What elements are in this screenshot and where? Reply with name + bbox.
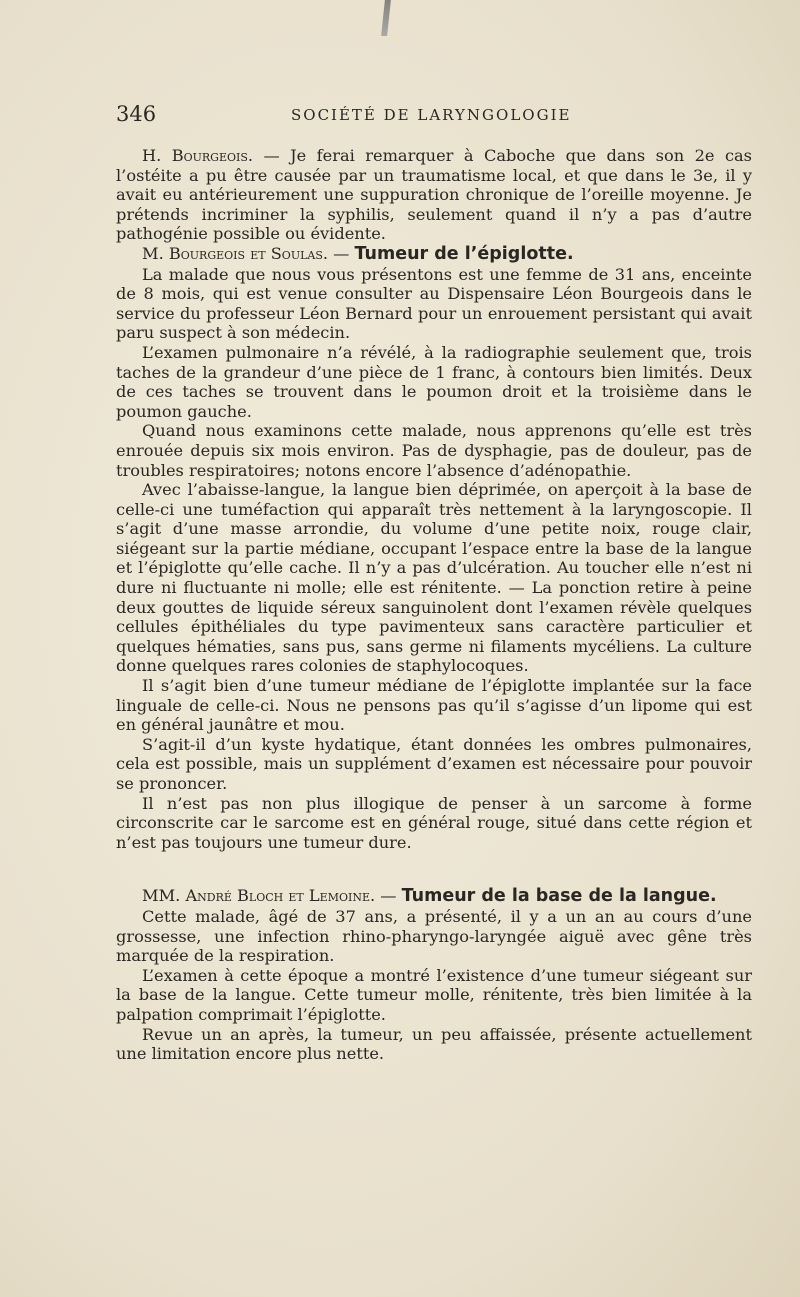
page-number: 346 <box>116 102 157 126</box>
paragraph-text: — Je ferai remarquer à Caboche que dans son 2e cas l’ostéite a pu être causée par un traumatisme local, et que dans le 3e, il y avait eu antérieurement une suppuration chronique de l’oreille moyenne. Je prétends incriminer la syphilis, seulement quand il n’y a pas d’autre pathogénie possible ou évidente. <box>116 146 752 244</box>
article-body <box>116 146 752 1064</box>
authors: MM. André Bloch et Lemoine. — <box>142 886 397 906</box>
section-heading <box>116 886 752 907</box>
paragraph-bourgeois-remark <box>116 146 752 244</box>
authors: M. Bourgeois et Soulas. — <box>142 243 350 263</box>
paragraph: L’examen à cette époque a montré l’existence d’une tumeur siégeant sur la base de la langue. Cette tumeur molle, rénitente, très bien limitée à la palpation comprimait l’épiglotte. <box>116 965 752 1024</box>
paragraph: Cette malade, âgé de 37 ans, a présenté, il y a un an au cours d’une grossesse, une infection rhino-pharyngo-laryngée aiguë avec gêne très marquée de la respiration. <box>116 906 752 966</box>
page-header <box>116 102 752 128</box>
section-title: Tumeur de l’épiglotte. <box>354 243 574 264</box>
paragraph: L’examen pulmonaire n’a révélé, à la radiographie seulement que, trois taches de la grandeur d’une pièce de 1 franc, à contours bien limités. Deux de ces taches se trouvent dans le poumon droit et la troisième dans le poumon gauche. <box>116 342 752 421</box>
ink-mark <box>381 0 391 36</box>
running-head: SOCIÉTÉ DE LARYNGOLOGIE <box>291 106 572 124</box>
paragraph: Quand nous examinons cette malade, nous apprenons qu’elle est très enrouée depuis six mois environ. Pas de dysphagie, pas de douleur, pas de troubles respiratoires; notons encore l’absence d’adénopathie. <box>116 421 752 480</box>
paragraph: S’agit-il d’un kyste hydatique, étant données les ombres pulmonaires, cela est possible, mais un supplément d’examen est nécessaire pour pouvoir se prononcer. <box>116 734 752 793</box>
paragraph: Revue un an après, la tumeur, un peu affaissée, présente actuellement une limitation encore plus nette. <box>116 1024 752 1064</box>
paragraph: Avec l’abaisse-langue, la langue bien déprimée, on aperçoit à la base de celle-ci une tuméfaction qui apparaît très nettement à la laryngoscopie. Il s’agit d’une masse arrondie, du volume d’une petite noix, rouge clair, siégeant sur la partie médiane, occupant l’espace entre la base de la langue et l’épiglotte qu’elle cache. Il n’y a pas d’ulcération. Au toucher elle n’est ni dure ni fluctuante ni molle; elle est rénitente. — La ponction retire à peine deux gouttes de liquide séreux sanguinolent dont l’examen révèle quelques cellules épithéliales du type pavimenteux sans caractère particulier et quelques hématies, sans pus, sans germe ni filaments mycéliens. La culture donne quelques rares colonies de staphylocoques. <box>116 480 752 676</box>
section-title: Tumeur de la base de la langue. <box>401 886 717 907</box>
section-heading <box>116 244 752 265</box>
speaker: H. Bourgeois. <box>142 146 254 165</box>
paragraph: Il n’est pas non plus illogique de penser à un sarcome à forme circonscrite car le sarcome est en général rouge, situé dans cette région et n’est pas toujours une tumeur dure. <box>116 793 752 852</box>
paragraph: Il s’agit bien d’une tumeur médiane de l’épiglotte implantée sur la face linguale de celle-ci. Nous ne pensons pas qu’il s’agisse d’un lipome qui est en général jaunâtre et mou. <box>116 676 752 735</box>
paragraph: La malade que nous vous présentons est une femme de 31 ans, enceinte de 8 mois, qui est venue consulter au Dispensaire Léon Bourgeois dans le service du professeur Léon Bernard pour un enrouement persistant qui avait paru suspect à son médecin. <box>116 264 752 343</box>
